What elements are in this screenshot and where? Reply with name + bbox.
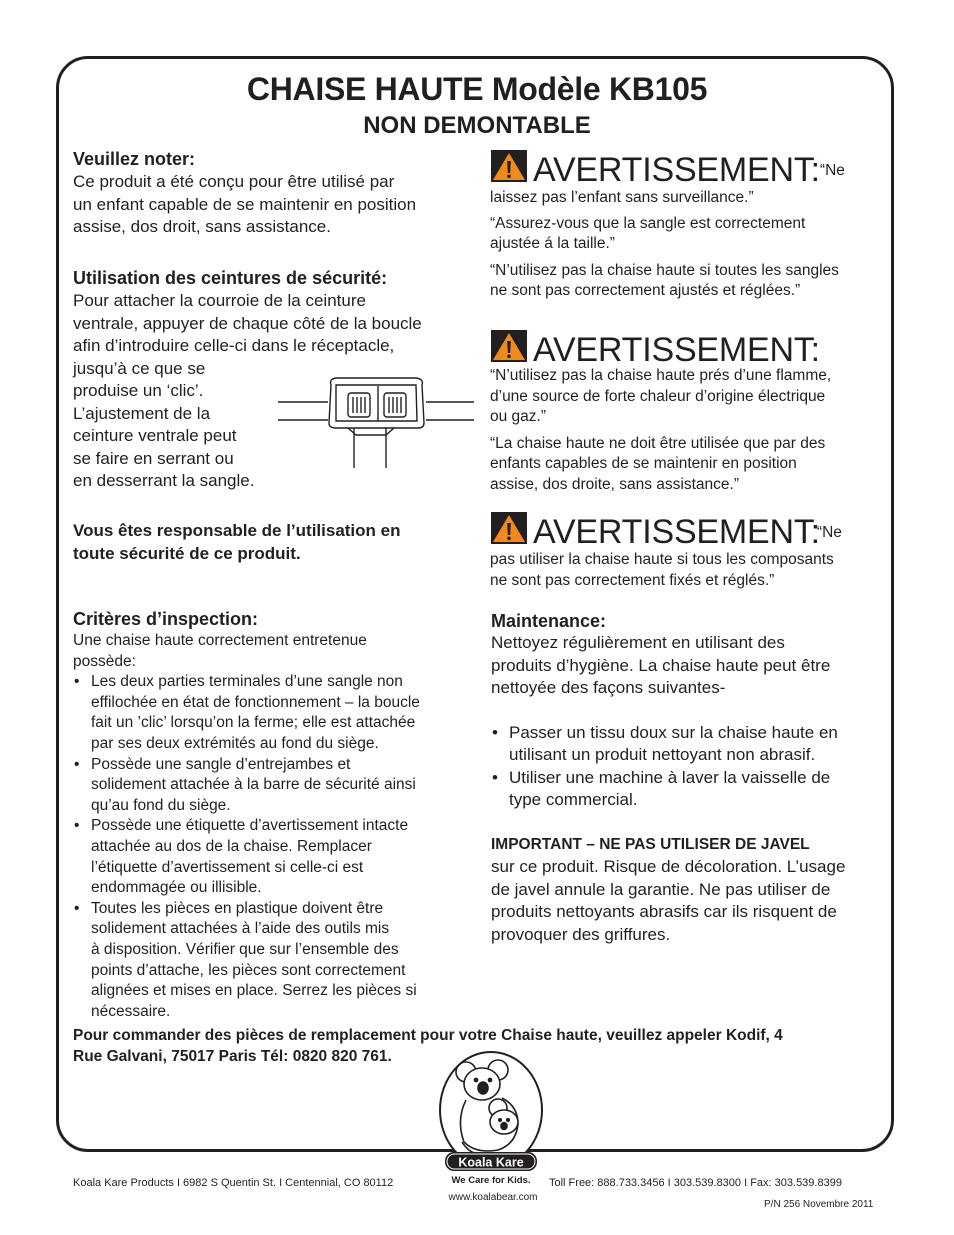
maintenance-text: Nettoyez régulièrement en utilisant des produits d’hygiène. La chaise haute peut être nettoyée des façons suivantes- • Passer un tissu doux sur la chaise haute en utilisant un produit nettoyant non abrasif. • Utiliser une machine à laver la vaisselle de type commercial. <box>491 632 891 812</box>
footer-phones: Toll Free: 888.733.3456 I 303.539.8300 I Fax: 303.539.8399 <box>549 1177 842 1189</box>
warning-icon <box>491 150 527 182</box>
warning-icon <box>491 512 527 544</box>
responsibility-text: Vous êtes responsable de l’utilisation en toute sécurité de ce produit. <box>73 521 401 563</box>
footer-website[interactable]: www.koalabear.com <box>448 1192 538 1203</box>
page-title: CHAISE HAUTE Modèle KB105 <box>246 71 708 107</box>
logo-tagline: We Care for Kids. <box>451 1175 531 1186</box>
warning-3-text: pas utiliser la chaise haute si tous les composants ne sont pas correctement fixés et réglés.” <box>490 551 834 589</box>
list-item: • Passer un tissu doux sur la chaise haute en utilisant un produit nettoyant non abrasif. <box>491 722 891 767</box>
list-item: • Possède une sangle d’entrejambes et solidement attachée à la barre de sécurité ainsi qu’au fond du siège. <box>73 755 473 817</box>
warning-icon <box>491 330 527 362</box>
koala-kare-logo <box>436 1050 546 1188</box>
warning-2-heading: AVERTISSEMENT: <box>491 330 820 370</box>
note-text: Ce produit a été conçu pour être utilisé par un enfant capable de se maintenir en position assise, dos droit, sans assistance. <box>73 172 417 236</box>
list-item: • Utiliser une machine à laver la vaisselle de type commercial. <box>491 767 891 812</box>
belts-heading: Utilisation des ceintures de sécurité: <box>73 268 388 288</box>
list-item: • Possède une étiquette d’avertissement intacte attachée au dos de la chaise. Remplacer l’étiquette d’avertissement si celle-ci est endommagée ou illisible. <box>73 816 473 898</box>
order-text: Pour commander des pièces de remplacement pour votre Chaise haute, veuillez appeler Kodif, 4 Rue Galvani, 75017 Paris Tél: 0820 820 761. <box>73 1027 783 1065</box>
svg-text:Koala Kare: Koala Kare <box>458 1155 524 1170</box>
warning-2-text: “N’utilisez pas la chaise haute prés d’une flamme, d’une source de forte chaleur d’origine électrique ou gaz.” “La chaise haute ne doit être utilisée que par des enfants capables de se maintenir en position assise, dos droite, sans assistance.” <box>490 367 832 493</box>
warning-1-heading: AVERTISSEMENT:“Ne <box>491 150 845 190</box>
important-notice: IMPORTANT – NE PAS UTILISER DE JAVEL <box>491 836 810 853</box>
inspection-list <box>73 672 473 1022</box>
warning-3-heading: AVERTISSEMENT:“Ne <box>491 512 842 552</box>
maintenance-list <box>491 722 891 812</box>
list-item: • Toutes les pièces en plastique doivent être solidement attachées à l’aide des outils mis à disposition. Vérifier que sur l’ensemble des points d’attache, les pièces sont correctement alignées et mises en place. Serrez les pièces si nécessaire. <box>73 899 473 1023</box>
buckle-illustration <box>276 365 476 473</box>
note-heading: Veuillez noter: <box>73 149 196 169</box>
inspection-heading: Critères d’inspection: <box>73 609 259 629</box>
page-subtitle: NON DEMONTABLE <box>363 112 591 139</box>
inspection-text: Une chaise haute correctement entretenue possède: • Les deux parties terminales d’une sangle non effilochée en état de fonctionnement – la boucle fait un ’clic’ lorsqu’on la ferme; elle est attachée par ses deux extrémités au fond du siège. • Possède une sangle d’entrejambes et solidement attachée à la barre de sécurité ainsi qu’au fond du siège. • Possède une étiquette d’avertissement intacte attachée au dos de la chaise. Remplacer l’étiquette d’avertissement si celle-ci est endommagée ou illisible. • Toutes les pièces en plastique doivent être solidement attachées à l’aide des outils mis à disposition. Vérifier que sur l’ensemble des points d’attache, les pièces sont correctement alignées et mises en place. Serrez les pièces si nécessaire. <box>73 631 473 1022</box>
warning-1-text: laissez pas l’enfant sans surveillance.” “Assurez-vous que la sangle est correctement ajustée á la taille.” “N’utilisez pas la chaise haute si toutes les sangles ne sont pas correctement ajustés et réglées.” <box>490 189 839 299</box>
list-item: • Les deux parties terminales d’une sangle non effilochée en état de fonctionnement – la boucle fait un ’clic’ lorsqu’on la ferme; elle est attachée par ses deux extrémités au fond du siège. <box>73 672 473 754</box>
koala-logo-icon <box>436 1050 546 1178</box>
important-text: sur ce produit. Risque de décoloration. L’usage de javel annule la garantie. Ne pas utiliser de produits nettoyants abrasifs car ils risquent de provoquer des griffures. <box>491 857 846 944</box>
belts-text: Pour attacher la courroie de la ceinture ventrale, appuyer de chaque côté de la boucle afin d’introduire celle-ci dans le réceptacle, jusqu’à ce que se produise un ‘clic’. L’ajustement de la ceinture ventrale peut se faire en serrant ou en desserrant la sangle. <box>73 291 422 490</box>
footer-part-number: P/N 256 Novembre 2011 <box>764 1199 874 1210</box>
footer-address: Koala Kare Products I 6982 S Quentin St. I Centennial, CO 80112 <box>73 1177 394 1189</box>
maintenance-heading: Maintenance: <box>491 611 607 631</box>
